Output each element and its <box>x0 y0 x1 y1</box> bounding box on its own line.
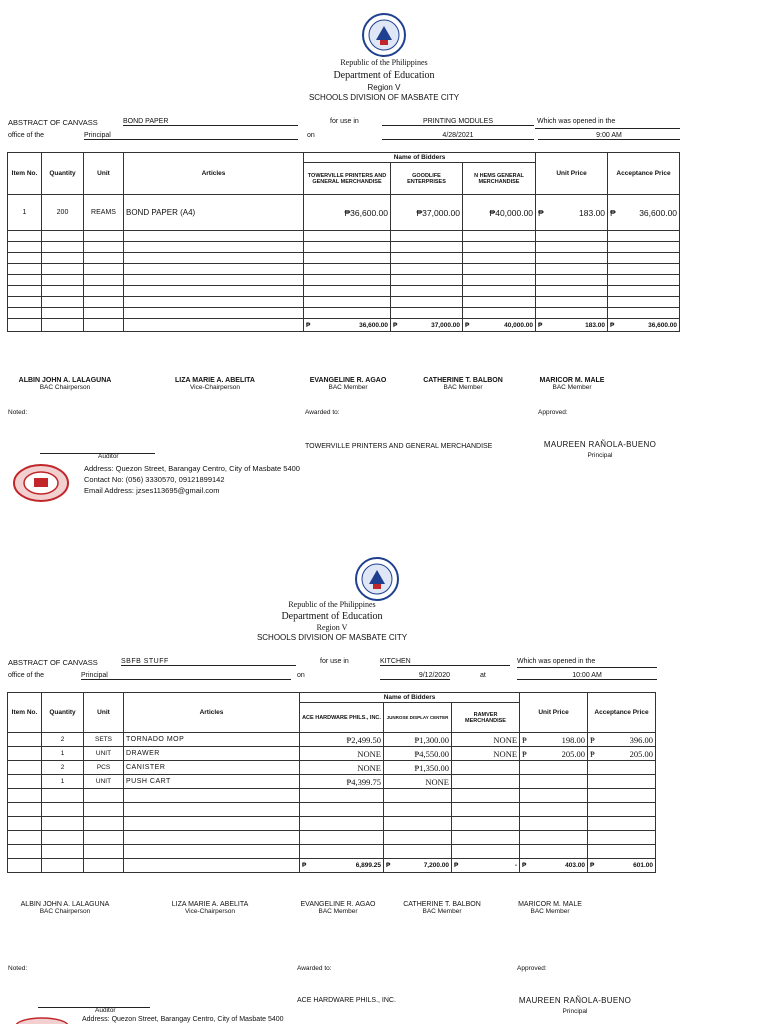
total-unit-price: ₱ 403.00 <box>520 859 588 873</box>
republic-line: Republic of the Philippines <box>340 58 428 67</box>
cell-bid-2: NONE <box>384 775 452 789</box>
total-bid-1: ₱ 36,600.00 <box>304 319 391 332</box>
approved-label: Approved: <box>517 965 547 972</box>
opened-underline <box>535 128 680 129</box>
header-item-no: Item No. <box>8 153 42 195</box>
header-item-no: Item No. <box>8 693 42 733</box>
cell-bid-2: ₱1,300.00 <box>384 733 452 747</box>
division-line: SCHOOLS DIVISION OF MASBATE CITY <box>308 93 460 102</box>
cell-bid-1: NONE <box>300 761 384 775</box>
signatory-member-2: CATHERINE T. BALBON BAC Member <box>403 901 481 915</box>
header-articles: Articles <box>124 153 304 195</box>
school-contact: Contact No: (056) 3330570, 09121899142 <box>84 475 225 484</box>
total-bid-1: ₱ 6,899.25 <box>300 859 384 873</box>
awardee: TOWERVILLE PRINTERS AND GENERAL MERCHANDISE <box>305 443 493 450</box>
header-name-of-bidders: Name of Bidders <box>300 693 520 703</box>
cell-unit: PCS <box>84 761 124 775</box>
cell-item-no <box>8 747 42 761</box>
use-value: PRINTING MODULES <box>382 118 534 126</box>
cell-bid-1: ₱2,499.50 <box>300 733 384 747</box>
cell-unit-price: ₱ 205.00 <box>520 747 588 761</box>
approver-role: Principal <box>562 1008 588 1015</box>
cell-bid-2: ₱4,550.00 <box>384 747 452 761</box>
cell-item-no: 1 <box>8 195 42 231</box>
header-unit: Unit <box>84 153 124 195</box>
auditor-line <box>38 1007 150 1008</box>
table-row <box>8 775 656 789</box>
awardee: ACE HARDWARE PHILS., INC. <box>297 997 396 1004</box>
school-address: Address: Quezon Street, Barangay Centro, City of Masbate 5400 <box>82 1016 284 1023</box>
cell-bid-3: NONE <box>452 747 520 761</box>
header-acceptance-price: Acceptance Price <box>588 693 656 733</box>
header-acceptance-price: Acceptance Price <box>608 153 680 195</box>
cell-unit-price: ₱ 198.00 <box>520 733 588 747</box>
cell-unit-price <box>520 761 588 775</box>
awarded-label: Awarded to: <box>297 965 332 972</box>
cell-bid-1: ₱4,399.75 <box>300 775 384 789</box>
region-line: Region V <box>316 623 348 632</box>
total-bid-3: ₱ - <box>452 859 520 873</box>
header-bidder-1: ACE HARDWARE PHILS., INC. <box>300 703 384 733</box>
table-row <box>8 761 656 775</box>
signatory-member-1: EVANGELINE R. AGAO BAC Member <box>300 901 376 915</box>
cell-unit: UNIT <box>84 775 124 789</box>
office-value: Principal <box>84 132 298 140</box>
cell-unit: REAMS <box>84 195 124 231</box>
school-address: Address: Quezon Street, Barangay Centro, City of Masbate 5400 <box>84 464 300 473</box>
header-bidder-3: RAMVER MERCHANDISE <box>452 703 520 733</box>
cell-quantity: 2 <box>42 761 84 775</box>
division-line: SCHOOLS DIVISION OF MASBATE CITY <box>256 633 408 642</box>
time-value: 9:00 AM <box>538 132 680 140</box>
header-name-of-bidders: Name of Bidders <box>304 153 536 163</box>
auditor-label: Auditor <box>98 453 119 460</box>
awarded-label: Awarded to: <box>305 409 340 416</box>
cell-item-no <box>8 733 42 747</box>
for-use-label: for use in <box>330 118 359 125</box>
school-logo-icon <box>14 1016 70 1024</box>
total-bid-3: ₱ 40,000.00 <box>463 319 536 332</box>
school-logo-icon <box>12 463 70 503</box>
use-value: KITCHEN <box>380 658 510 666</box>
date-value: 4/28/2021 <box>382 132 534 140</box>
opened-label: Which was opened in the <box>517 658 596 665</box>
table-row <box>8 195 680 231</box>
approver-name: MAUREEN RAÑOLA-BUENO <box>518 996 632 1005</box>
signatory-member-1: EVANGELINE R. AGAO BAC Member <box>309 377 387 391</box>
approved-label: Approved: <box>538 409 568 416</box>
at-label: at <box>480 672 486 679</box>
noted-label: Noted: <box>8 409 28 416</box>
header-bidder-3: N HEMS GENERAL MERCHANDISE <box>463 163 536 195</box>
cell-bid-3 <box>452 761 520 775</box>
opened-label: Which was opened in the <box>537 118 616 125</box>
cell-acceptance: ₱ 396.00 <box>588 733 656 747</box>
cell-item-no <box>8 761 42 775</box>
on-label: on <box>297 672 305 679</box>
deped-seal-icon <box>361 12 407 58</box>
signatory-chairperson: ALBIN JOHN A. LALAGUNA BAC Chairperson <box>18 377 112 391</box>
table-row <box>8 733 656 747</box>
total-acceptance: ₱ 36,600.00 <box>608 319 680 332</box>
cell-article: TORNADO MOP <box>124 733 300 747</box>
cell-quantity: 2 <box>42 733 84 747</box>
cell-acceptance <box>588 775 656 789</box>
auditor-label: Auditor <box>95 1007 116 1014</box>
cell-bid-2: ₱37,000.00 <box>391 195 463 231</box>
for-use-label: for use in <box>320 658 349 665</box>
header-unit-price: Unit Price <box>520 693 588 733</box>
department-line: Department of Education <box>281 611 383 622</box>
canvass-table <box>7 152 680 332</box>
time-value: 10:00 AM <box>517 672 657 680</box>
office-label: office of the <box>8 132 45 139</box>
total-bid-2: ₱ 37,000.00 <box>391 319 463 332</box>
header-bidder-2: GOODLIFE ENTERPRISES <box>391 163 463 195</box>
cell-acceptance: ₱ 205.00 <box>588 747 656 761</box>
approver-role: Principal <box>587 452 613 459</box>
office-value: Principal <box>81 672 291 680</box>
cell-quantity: 1 <box>42 747 84 761</box>
noted-label: Noted: <box>8 965 28 972</box>
opened-underline <box>517 667 657 668</box>
abstract-label: ABSTRACT OF CANVASS <box>8 118 98 127</box>
on-label: on <box>307 132 315 139</box>
cell-unit-price: ₱ 183.00 <box>536 195 608 231</box>
header-bidder-1: TOWERVILLE PRINTERS AND GENERAL MERCHANDISE <box>304 163 391 195</box>
cell-unit: UNIT <box>84 747 124 761</box>
header-quantity: Quantity <box>42 153 84 195</box>
cell-article: DRAWER <box>124 747 300 761</box>
signatory-member-3: MARICOR M. MALE BAC Member <box>518 901 582 915</box>
cell-quantity: 1 <box>42 775 84 789</box>
canvass-table <box>7 692 656 873</box>
signatory-vice-chairperson: LIZA MARIE A. ABELITA Vice-Chairperson <box>175 377 255 391</box>
region-line: Region V <box>367 83 401 92</box>
totals-row <box>8 319 680 332</box>
signatory-member-2: CATHERINE T. BALBON BAC Member <box>423 377 503 391</box>
signatory-vice-chairperson: LIZA MARIE A. ABELITA Vice-Chairperson <box>171 901 249 915</box>
cell-bid-1: ₱36,600.00 <box>304 195 391 231</box>
cell-bid-3: NONE <box>452 733 520 747</box>
cell-bid-3 <box>452 775 520 789</box>
cell-bid-3: ₱40,000.00 <box>463 195 536 231</box>
department-line: Department of Education <box>333 70 435 81</box>
office-label: office of the <box>8 672 45 679</box>
cell-quantity: 200 <box>42 195 84 231</box>
header-bidder-2: JUNROSE DISPLAY CENTER <box>384 703 452 733</box>
canvass-item: BOND PAPER <box>123 118 298 126</box>
canvass-item: SBFB STUFF <box>121 658 296 666</box>
cell-article: CANISTER <box>124 761 300 775</box>
totals-row <box>8 859 656 873</box>
total-unit-price: ₱ 183.00 <box>536 319 608 332</box>
deped-seal-icon <box>354 556 400 602</box>
cell-item-no <box>8 775 42 789</box>
header-articles: Articles <box>124 693 300 733</box>
cell-bid-2: ₱1,350.00 <box>384 761 452 775</box>
total-bid-2: ₱ 7,200.00 <box>384 859 452 873</box>
cell-acceptance: ₱ 36,600.00 <box>608 195 680 231</box>
cell-article: PUSH CART <box>124 775 300 789</box>
cell-acceptance <box>588 761 656 775</box>
abstract-label: ABSTRACT OF CANVASS <box>8 658 98 667</box>
header-unit: Unit <box>84 693 124 733</box>
cell-bid-1: NONE <box>300 747 384 761</box>
total-acceptance: ₱ 601.00 <box>588 859 656 873</box>
school-email: Email Address: jzses113695@gmail.com <box>84 486 220 495</box>
republic-line: Republic of the Philippines <box>288 600 376 609</box>
cell-unit: SETS <box>84 733 124 747</box>
signatory-chairperson: ALBIN JOHN A. LALAGUNA BAC Chairperson <box>20 901 110 915</box>
header-unit-price: Unit Price <box>536 153 608 195</box>
header-quantity: Quantity <box>42 693 84 733</box>
cell-article: BOND PAPER (A4) <box>124 195 304 231</box>
cell-unit-price <box>520 775 588 789</box>
signatory-member-3: MARICOR M. MALE BAC Member <box>539 377 605 391</box>
approver-name: MAUREEN RAÑOLA-BUENO <box>543 440 657 449</box>
table-row <box>8 747 656 761</box>
date-value: 9/12/2020 <box>380 672 450 680</box>
